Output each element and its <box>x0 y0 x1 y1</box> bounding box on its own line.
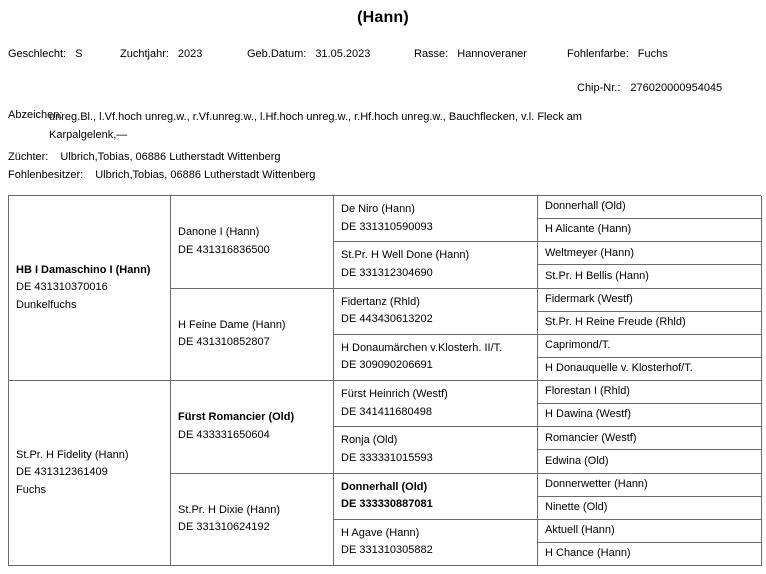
field-label: Rasse: <box>414 48 449 60</box>
horse-name: Aktuell (Hann) <box>545 524 615 537</box>
pedigree-cell <box>334 196 538 242</box>
horse-name: Fidertanz (Rhld) <box>341 295 420 308</box>
pedigree-cell <box>171 381 334 474</box>
pedigree-cell <box>538 219 762 242</box>
horse-number: DE 331312304690 <box>341 266 433 279</box>
pedigree-cell <box>538 358 762 381</box>
horse-name: St.Pr. H Dixie (Hann) <box>178 503 281 516</box>
pedigree-cell <box>171 196 334 289</box>
horse-number: DE 331310590093 <box>341 220 433 233</box>
field-label: Züchter: <box>8 151 49 163</box>
field-geb-datum <box>247 47 370 61</box>
field-value: S <box>75 48 83 60</box>
pedigree-cell <box>538 404 762 427</box>
pedigree-cell <box>334 289 538 335</box>
horse-name: H Chance (Hann) <box>545 547 631 560</box>
horse-number: DE 443430613202 <box>341 313 433 326</box>
horse-name: Ninette (Old) <box>545 500 608 513</box>
field-label: Geschlecht: <box>8 48 67 60</box>
field-fohlenfarbe <box>567 47 668 61</box>
pedigree-cell <box>538 381 762 404</box>
field-geschlecht <box>8 47 82 61</box>
pedigree-cell <box>334 381 538 427</box>
horse-number: DE 431310852807 <box>178 336 270 349</box>
field-zuechter <box>8 150 280 164</box>
field-label: Chip-Nr.: <box>577 82 621 94</box>
field-value: Ulbrich,Tobias, 06886 Lutherstadt Wittenberg <box>95 169 316 181</box>
horse-number: DE 331310624192 <box>178 521 270 534</box>
pedigree-cell <box>538 289 762 312</box>
pedigree-cell <box>538 312 762 335</box>
pedigree-cell-dam <box>9 381 171 566</box>
pedigree-cell <box>171 289 334 382</box>
field-rasse <box>414 47 527 61</box>
horse-name: Danone I (Hann) <box>178 226 260 239</box>
horse-name: Weltmeyer (Hann) <box>545 246 635 259</box>
field-value: 31.05.2023 <box>315 48 371 60</box>
horse-name: Ronja (Old) <box>341 434 398 447</box>
horse-name: H Agave (Hann) <box>341 526 420 539</box>
pedigree-cell <box>538 335 762 358</box>
horse-name: HB I Damaschino I (Hann) <box>16 263 151 276</box>
horse-number: DE 431310370016 <box>16 281 108 294</box>
pedigree-cell <box>538 427 762 450</box>
horse-name: De Niro (Hann) <box>341 203 415 216</box>
field-label: Geb.Datum: <box>247 48 307 60</box>
abzeichen-line-1: unreg.Bl., l.Vf.hoch unreg.w., r.Vf.unreg.w., l.Hf.hoch unreg.w., r.Hf.hoch unreg.w., Bauchflecken, v.l. Fleck am <box>49 111 582 123</box>
page-title: (Hann) <box>357 9 409 26</box>
field-value: Fuchs <box>637 48 668 60</box>
pedigree-cell <box>538 450 762 473</box>
field-zuchtjahr <box>120 47 202 61</box>
pedigree-cell <box>334 335 538 381</box>
horse-number: DE 333330887081 <box>341 498 433 511</box>
pedigree-cell <box>538 242 762 265</box>
pedigree-cell <box>171 474 334 567</box>
horse-number: DE 331310305882 <box>341 544 433 557</box>
pedigree-cell <box>334 427 538 473</box>
field-value: Ulbrich,Tobias, 06886 Lutherstadt Wittenberg <box>60 151 281 163</box>
horse-number: DE 309090206691 <box>341 359 433 372</box>
horse-name: St.Pr. H Reine Freude (Rhld) <box>545 315 686 328</box>
horse-number: DE 431312361409 <box>16 466 108 479</box>
horse-name: Florestan I (Rhld) <box>545 385 630 398</box>
horse-number: DE 341411680498 <box>341 405 432 418</box>
field-label: Zuchtjahr: <box>120 48 169 60</box>
pedigree-cell <box>334 242 538 288</box>
pedigree-cell <box>334 520 538 566</box>
horse-number: DE 431316836500 <box>178 243 270 256</box>
horse-name: H Dawina (Westf) <box>545 408 631 421</box>
horse-color: Dunkelfuchs <box>16 298 77 311</box>
pedigree-cell <box>538 265 762 288</box>
horse-name: Fidermark (Westf) <box>545 292 633 305</box>
horse-name: H Alicante (Hann) <box>545 223 632 236</box>
horse-name: Donnerhall (Old) <box>341 480 428 493</box>
field-chip-nr <box>577 81 722 95</box>
abzeichen-text <box>49 108 749 144</box>
horse-color: Fuchs <box>16 483 46 496</box>
pedigree-cell-sire <box>9 196 171 381</box>
field-fohlenbesitzer <box>8 168 315 182</box>
abzeichen-label: Abzeichen: <box>8 109 63 121</box>
horse-number: DE 433331650604 <box>178 428 270 441</box>
pedigree-cell <box>538 543 762 566</box>
horse-name: St.Pr. H Bellis (Hann) <box>545 269 649 282</box>
field-label: Fohlenbesitzer: <box>8 169 84 181</box>
horse-number: DE 333331015593 <box>341 451 433 464</box>
pedigree-cell <box>334 474 538 520</box>
pedigree-cell <box>538 497 762 520</box>
pedigree-cell <box>538 196 762 219</box>
field-value: 276020000954045 <box>630 82 723 94</box>
horse-name: Donnerhall (Old) <box>545 200 626 213</box>
field-value: Hannoveraner <box>457 48 527 60</box>
horse-name: St.Pr. H Well Done (Hann) <box>341 249 470 262</box>
horse-name: H Donauquelle v. Klosterhof/T. <box>545 362 693 375</box>
horse-name: H Feine Dame (Hann) <box>178 318 286 331</box>
abzeichen-line-2: Karpalgelenk,— <box>49 129 128 141</box>
pedigree-cell <box>538 474 762 497</box>
horse-name: Caprimond/T. <box>545 339 611 352</box>
horse-name: Romancier (Westf) <box>545 431 637 444</box>
pedigree-cell <box>538 520 762 543</box>
horse-name: Fürst Heinrich (Westf) <box>341 388 448 401</box>
field-value: 2023 <box>177 48 203 60</box>
horse-name: Fürst Romancier (Old) <box>178 411 295 424</box>
horse-name: Donnerwetter (Hann) <box>545 477 648 490</box>
field-label: Fohlenfarbe: <box>567 48 629 60</box>
horse-name: Edwina (Old) <box>545 454 609 467</box>
horse-name: H Donaumärchen v.Klosterh. II/T. <box>341 341 503 354</box>
horse-name: St.Pr. H Fidelity (Hann) <box>16 448 129 461</box>
pedigree-table <box>8 195 761 566</box>
